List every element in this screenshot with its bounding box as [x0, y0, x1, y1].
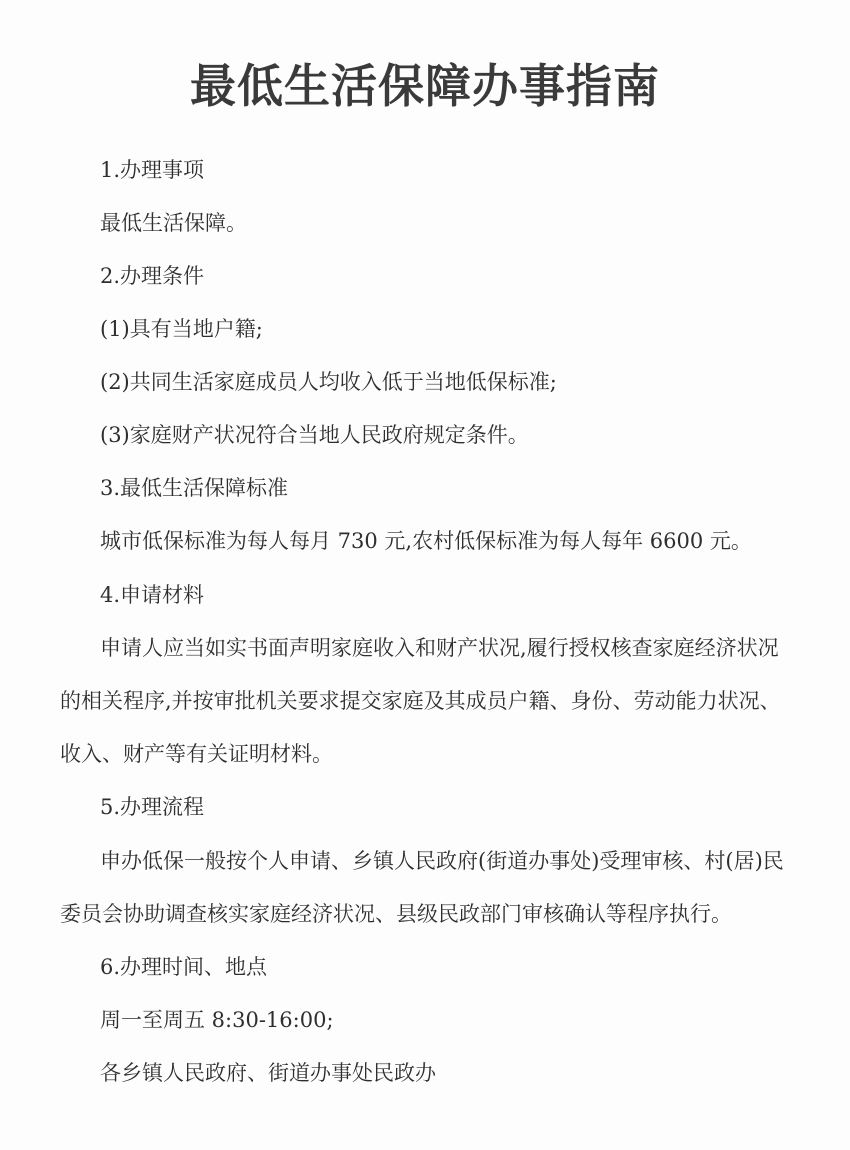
condition-item-2: (2)共同生活家庭成员人均收入低于当地低保标准;: [100, 370, 557, 394]
paragraph-line: 收入、财产等有关证明材料。: [60, 742, 333, 766]
paragraph-line: 各乡镇人民政府、街道办事处民政办: [100, 1061, 436, 1085]
paragraph-line: 的相关程序,并按审批机关要求提交家庭及其成员户籍、身份、劳动能力状况、: [60, 689, 781, 713]
paragraph-line: 委员会协助调查核实家庭经济状况、县级民政部门审核确认等程序执行。: [60, 902, 732, 926]
condition-item-3: (3)家庭财产状况符合当地人民政府规定条件。: [100, 423, 529, 447]
section-heading-1: 1.办理事项: [100, 158, 205, 182]
section-heading-2: 2.办理条件: [100, 264, 205, 288]
paragraph-line: 申办低保一般按个人申请、乡镇人民政府(街道办事处)受理审核、村(居)民: [100, 849, 784, 873]
section-heading-3: 3.最低生活保障标准: [100, 476, 289, 500]
section-heading-4: 4.申请材料: [100, 583, 205, 607]
section-heading-5: 5.办理流程: [100, 795, 205, 819]
paragraph-line: 城市低保标准为每人每月 730 元,农村低保标准为每人每年 6600 元。: [100, 529, 752, 553]
condition-item-1: (1)具有当地户籍;: [100, 317, 263, 341]
section-heading-6: 6.办理时间、地点: [100, 955, 268, 979]
paragraph-line: 最低生活保障。: [100, 211, 247, 235]
paragraph-line: 申请人应当如实书面声明家庭收入和财产状况,履行授权核查家庭经济状况: [100, 636, 779, 660]
document-title: 最低生活保障办事指南: [190, 59, 660, 113]
paragraph-line: 周一至周五 8:30-16:00;: [100, 1008, 334, 1032]
